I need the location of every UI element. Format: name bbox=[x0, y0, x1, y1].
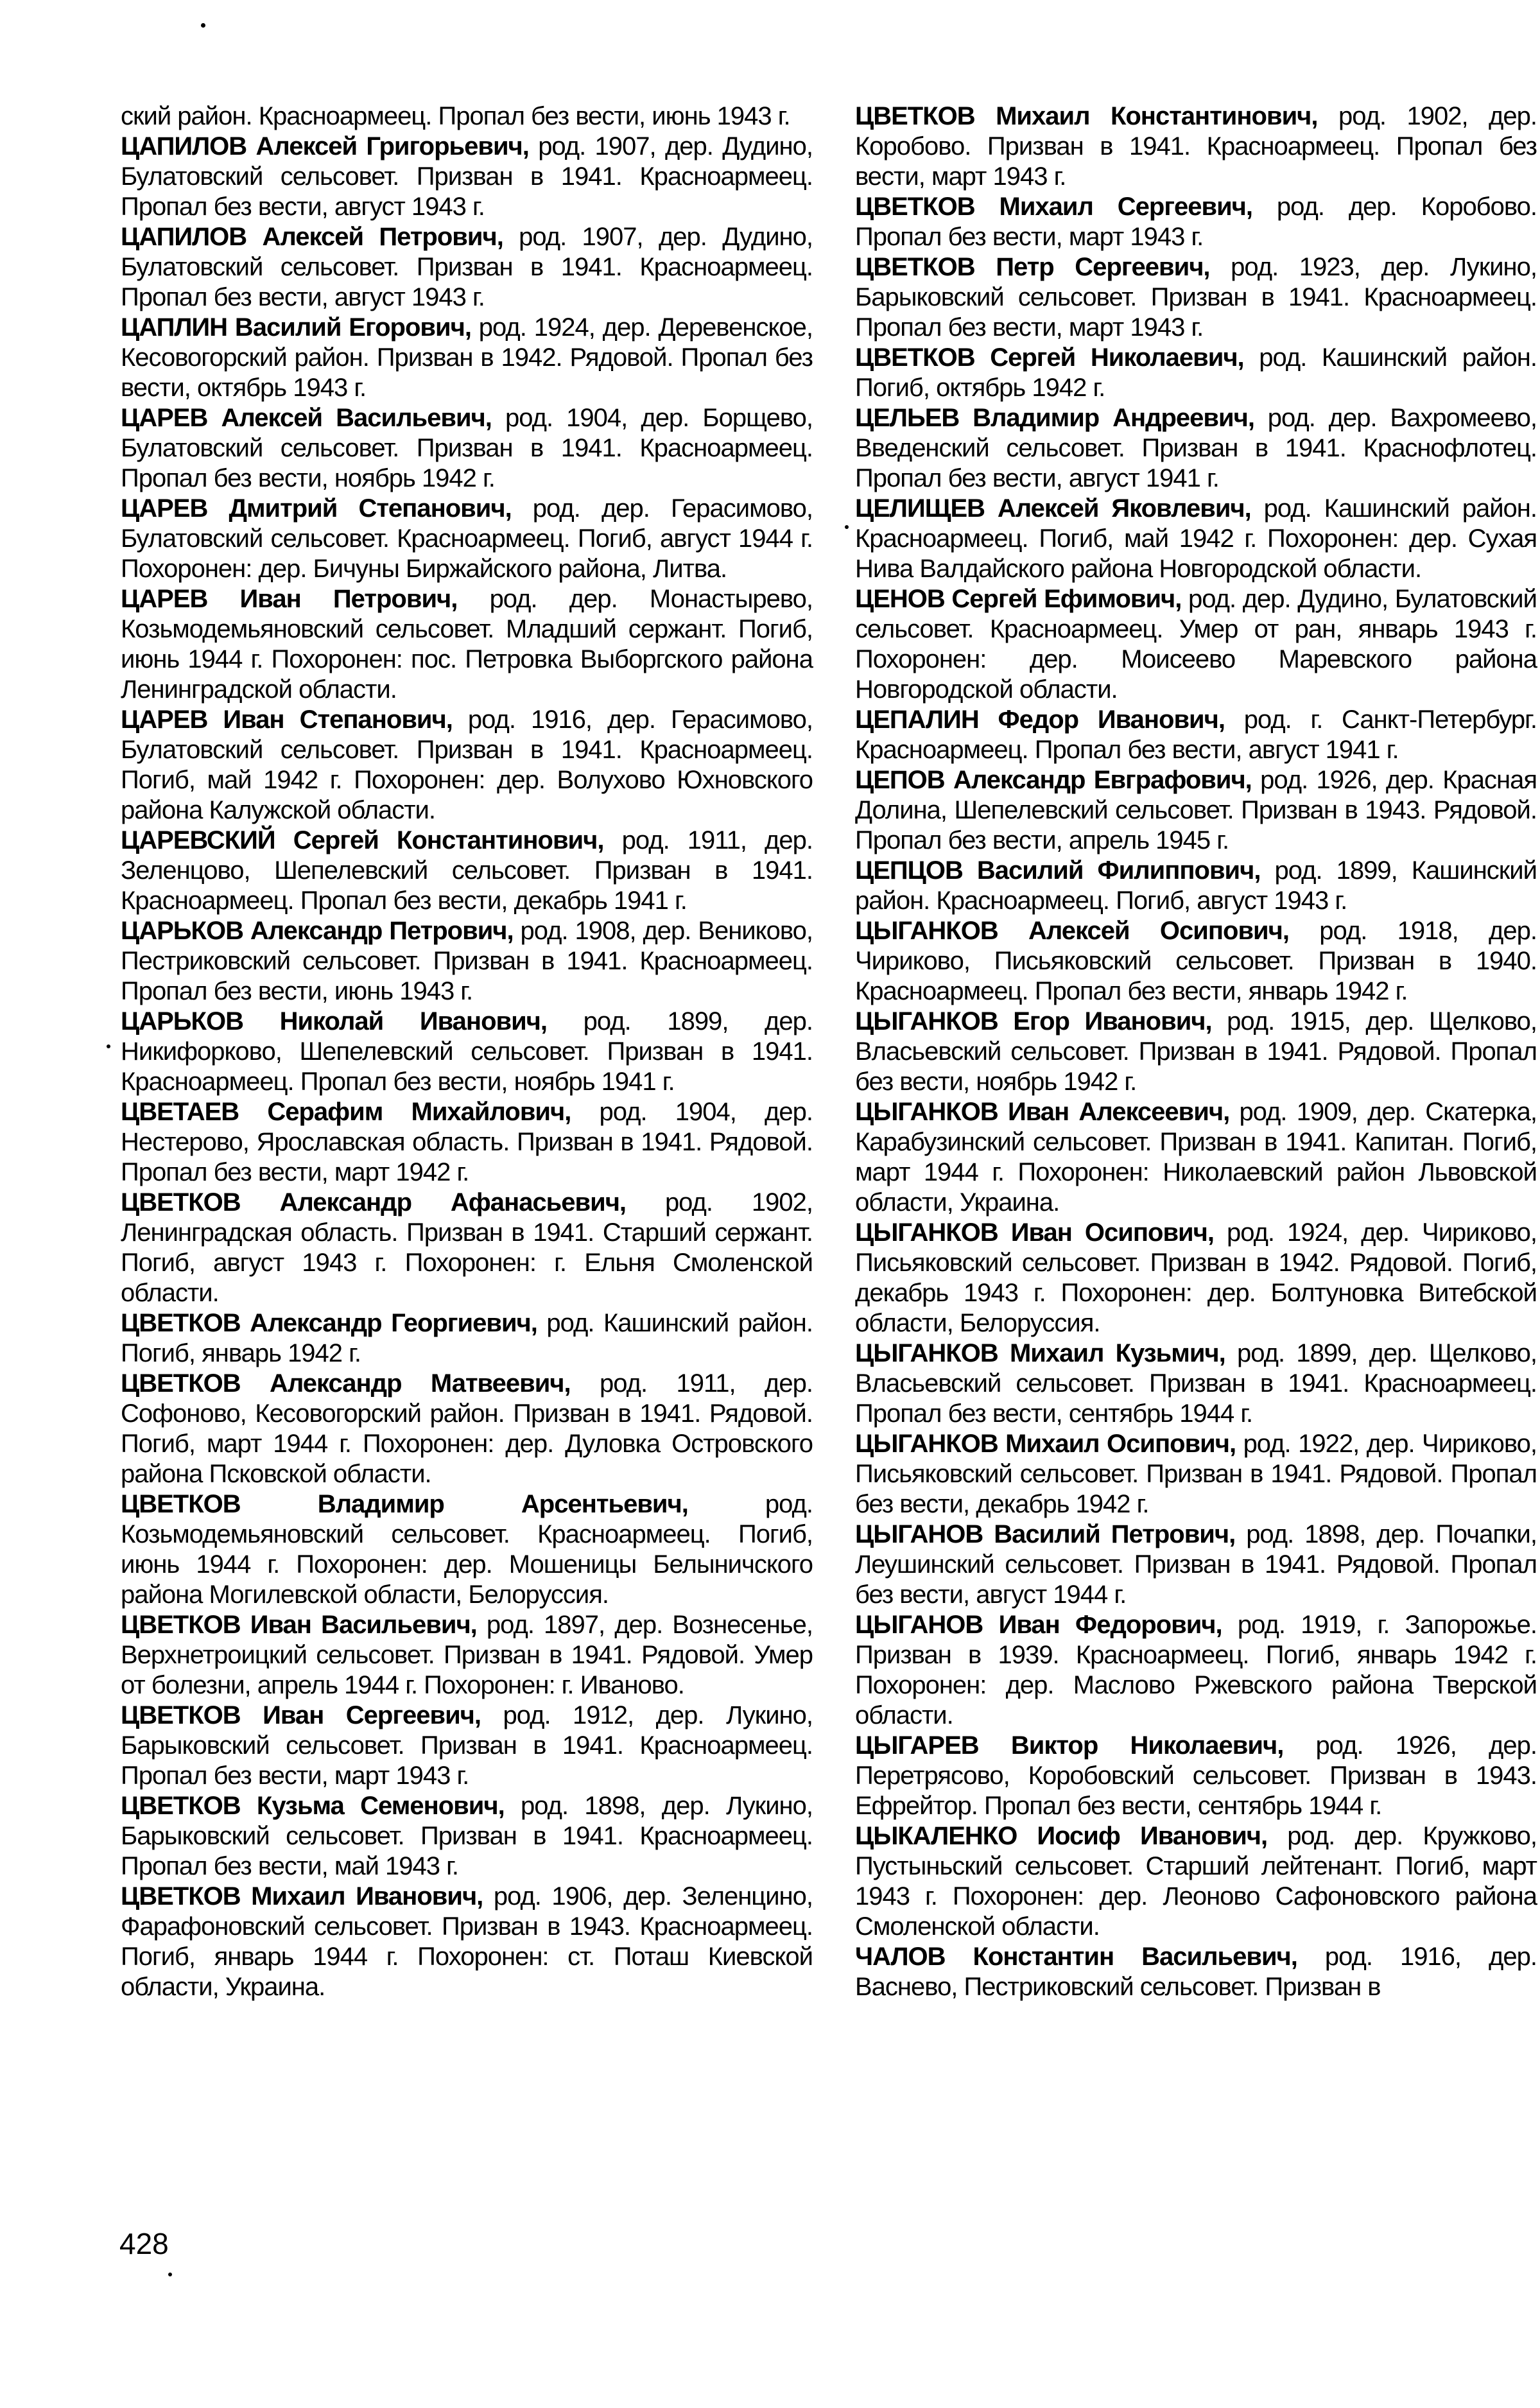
memorial-entry bbox=[855, 856, 1537, 916]
scan-artifact-dot bbox=[107, 1044, 110, 1048]
entry-details: род. 1902, Ленинградская область. Призван в 1941. Старший сержант. Погиб, август 1943 г. Похоронен: г. Ельня Смоленской области. bbox=[121, 1188, 813, 1307]
entry-details: род. 1907, дер. Дудино, Булатовский сельсовет. Призван в 1941. Красноармеец. Пропал без вести, август 1943 г. bbox=[121, 223, 813, 311]
entry-person-name: ЦВЕТКОВ Михаил Иванович, bbox=[121, 1882, 494, 1910]
memorial-entry bbox=[121, 494, 813, 584]
memorial-entry bbox=[855, 403, 1537, 494]
entry-details: род. Кашинский район. Погиб, январь 1942 г. bbox=[121, 1309, 813, 1367]
entry-person-name: ЦАРЕВ Алексей Васильевич, bbox=[121, 404, 505, 432]
entry-details: род. 1898, дер. Лукино, Барыковский сельсовет. Призван в 1941. Красноармеец. Пропал без вести, май 1943 г. bbox=[121, 1792, 813, 1880]
entry-details: род. 1924, дер. Деревенское, Кесовогорский район. Призван в 1942. Рядовой. Пропал без вести, октябрь 1943 г. bbox=[121, 313, 813, 402]
entry-person-name: ЦЫГАНОВ Василий Петрович, bbox=[855, 1520, 1247, 1548]
entry-person-name: ЦВЕТКОВ Иван Васильевич, bbox=[121, 1611, 487, 1639]
memorial-entry bbox=[121, 1882, 813, 2002]
entry-details: род. Козьмодемьяновский сельсовет. Красноармеец. Погиб, июнь 1944 г. Похоронен: дер. Мошеницы Белыничского района Могилевской области, Белоруссия. bbox=[121, 1490, 813, 1609]
memorial-entry bbox=[121, 1701, 813, 1791]
memorial-entry bbox=[121, 584, 813, 705]
entry-details: род. 1923, дер. Лукино, Барыковский сельсовет. Призван в 1941. Красноармеец. Пропал без вести, март 1943 г. bbox=[855, 253, 1537, 342]
memorial-entry bbox=[121, 1369, 813, 1489]
entry-person-name: ЦЕЛЬЕВ Владимир Андреевич, bbox=[855, 404, 1268, 432]
memorial-entry bbox=[855, 1942, 1537, 2002]
entry-details: род. 1907, дер. Дудино, Булатовский сельсовет. Призван в 1941. Красноармеец. Пропал без вести, август 1943 г. bbox=[121, 132, 813, 221]
entry-person-name: ЦЕПАЛИН Федор Иванович, bbox=[855, 706, 1244, 734]
memorial-entry bbox=[855, 705, 1537, 765]
memorial-entry bbox=[855, 252, 1537, 343]
memorial-entry bbox=[855, 1821, 1537, 1942]
memorial-entry bbox=[855, 1610, 1537, 1731]
entry-details: род. 1919, г. Запорожье. Призван в 1939. Красноармеец. Погиб, январь 1942 г. Похоронен: дер. Маслово Ржевского района Тверской области. bbox=[855, 1611, 1537, 1729]
left-column bbox=[121, 101, 813, 2002]
entry-details: род. 1926, дер. Перетрясово, Коробовский сельсовет. Призван в 1943. Ефрейтор. Пропал без вести, сентябрь 1944 г. bbox=[855, 1731, 1537, 1820]
memorial-entry bbox=[855, 1218, 1537, 1338]
memorial-entry bbox=[121, 313, 813, 403]
memorial-entry bbox=[855, 1731, 1537, 1821]
entry-person-name: ЦАРЕВ Иван Степанович, bbox=[121, 706, 468, 734]
memorial-entry bbox=[855, 343, 1537, 403]
scan-artifact-dot bbox=[845, 525, 849, 529]
entry-details: род. 1899, Кашинский район. Красноармеец. Погиб, август 1943 г. bbox=[855, 856, 1537, 915]
entry-person-name: ЦВЕТАЕВ Серафим Михайлович, bbox=[121, 1098, 600, 1126]
entry-person-name: ЦЕПЦОВ Василий Филиппович, bbox=[855, 856, 1275, 885]
memorial-entry bbox=[121, 1610, 813, 1701]
entry-details: род. 1911, дер. Софоново, Кесовогорский район. Призван в 1941. Рядовой. Погиб, март 1944 г. Похоронен: дер. Дуловка Островского района Псковской области. bbox=[121, 1369, 813, 1488]
memorial-entry bbox=[121, 1188, 813, 1308]
memorial-entry bbox=[121, 1489, 813, 1610]
entry-details: род. 1898, дер. Почапки, Леушинский сельсовет. Призван в 1941. Рядовой. Пропал без вести, август 1944 г. bbox=[855, 1520, 1537, 1609]
entry-person-name: ЦВЕТКОВ Владимир Арсентьевич, bbox=[121, 1490, 765, 1518]
entry-details: род. г. Санкт-Петербург. Красноармеец. Пропал без вести, август 1941 г. bbox=[855, 706, 1537, 764]
memorial-entry bbox=[855, 494, 1537, 584]
entry-person-name: ЦЫГАНКОВ Егор Иванович, bbox=[855, 1007, 1227, 1035]
entry-details: род. 1904, дер. Нестерово, Ярославская область. Призван в 1941. Рядовой. Пропал без вести, март 1942 г. bbox=[121, 1098, 813, 1186]
memorial-entry bbox=[855, 1429, 1537, 1520]
entry-person-name: ЦЫГАНКОВ Иван Осипович, bbox=[855, 1218, 1227, 1247]
memorial-entry bbox=[855, 584, 1537, 705]
entry-details: род. 1922, дер. Чириково, Письяковский сельсовет. Призван в 1941. Рядовой. Пропал без вести, декабрь 1942 г. bbox=[855, 1430, 1537, 1518]
entry-person-name: ЦЫГАНОВ Иван Федорович, bbox=[855, 1611, 1238, 1639]
memorial-entry bbox=[855, 1338, 1537, 1429]
entry-person-name: ЦВЕТКОВ Александр Георгиевич, bbox=[121, 1309, 547, 1337]
memorial-entry bbox=[855, 192, 1537, 252]
entry-details: род. 1912, дер. Лукино, Барыковский сельсовет. Призван в 1941. Красноармеец. Пропал без вести, март 1943 г. bbox=[121, 1701, 813, 1790]
right-column bbox=[855, 101, 1537, 2002]
entry-person-name: ЦЕЛИЩЕВ Алексей Яковлевич, bbox=[855, 494, 1264, 523]
entry-person-name: ЦЫГАРЕВ Виктор Николаевич, bbox=[855, 1731, 1316, 1760]
memorial-entry bbox=[121, 403, 813, 494]
entry-person-name: ЦВЕТКОВ Петр Сергеевич, bbox=[855, 253, 1231, 281]
memorial-entry bbox=[121, 705, 813, 826]
entry-details: род. 1924, дер. Чириково, Письяковский сельсовет. Призван в 1942. Рядовой. Погиб, декабрь 1943 г. Похоронен: дер. Болтуновка Витебской области, Белоруссия. bbox=[855, 1218, 1537, 1337]
entry-details: род. 1902, дер. Коробово. Призван в 1941. Красноармеец. Пропал без вести, март 1943 г. bbox=[855, 102, 1537, 191]
memorial-entry bbox=[855, 101, 1537, 192]
entry-details: род. 1897, дер. Вознесенье, Верхнетроицкий сельсовет. Призван в 1941. Рядовой. Умер от болезни, апрель 1944 г. Похоронен: г. Иваново. bbox=[121, 1611, 813, 1699]
entry-details: род. 1906, дер. Зеленцино, Фарафоновский сельсовет. Призван в 1943. Красноармеец. Погиб, январь 1944 г. Похоронен: ст. Поташ Киевской области, Украина. bbox=[121, 1882, 813, 2001]
entry-person-name: ЦАПИЛОВ Алексей Григорьевич, bbox=[121, 132, 539, 160]
entry-person-name: ЦАРЕВ Иван Петрович, bbox=[121, 585, 490, 613]
entry-person-name: ЦЕПОВ Александр Евграфович, bbox=[855, 766, 1261, 794]
memorial-entry bbox=[855, 1097, 1537, 1218]
entry-person-name: ЦАРЬКОВ Александр Петрович, bbox=[121, 917, 521, 945]
entry-person-name: ЧАЛОВ Константин Васильевич, bbox=[855, 1943, 1325, 1971]
memorial-entry bbox=[855, 916, 1537, 1007]
memorial-entry bbox=[121, 222, 813, 313]
entry-person-name: ЦЫГАНКОВ Иван Алексеевич, bbox=[855, 1098, 1240, 1126]
entry-details: род. 1899, дер. Никифорково, Шепелевский сельсовет. Призван в 1941. Красноармеец. Пропал без вести, ноябрь 1941 г. bbox=[121, 1007, 813, 1096]
entry-details: род. дер. Дудино, Булатовский сельсовет. Красноармеец. Умер от ран, январь 1943 г. Похоронен: дер. Моисеево Маревского района Новгородской области. bbox=[855, 585, 1537, 704]
entry-person-name: ЦВЕТКОВ Александр Афанасьевич, bbox=[121, 1188, 665, 1217]
entry-person-name: ЦВЕТКОВ Михаил Константинович, bbox=[855, 102, 1338, 130]
entry-person-name: ЦАРЬКОВ Николай Иванович, bbox=[121, 1007, 584, 1035]
entry-details: род. 1916, дер. Герасимово, Булатовский сельсовет. Призван в 1941. Красноармеец. Погиб, май 1942 г. Похоронен: дер. Волухово Юхновского района Калужской области. bbox=[121, 706, 813, 824]
entry-details: род. дер. Герасимово, Булатовский сельсовет. Красноармеец. Погиб, август 1944 г. Похоронен: дер. Бичуны Биржайского района, Литва. bbox=[121, 494, 813, 583]
memorial-entry bbox=[121, 101, 813, 132]
entry-details: род. Кашинский район. Красноармеец. Погиб, май 1942 г. Похоронен: дер. Сухая Нива Валдайского района Новгородской области. bbox=[855, 494, 1537, 583]
scan-artifact-dot bbox=[168, 2273, 172, 2276]
memorial-entry bbox=[121, 132, 813, 222]
entry-person-name: ЦВЕТКОВ Иван Сергеевич, bbox=[121, 1701, 503, 1729]
entry-details: род. 1904, дер. Борщево, Булатовский сельсовет. Призван в 1941. Красноармеец. Пропал без вести, ноябрь 1942 г. bbox=[121, 404, 813, 492]
entry-details: род. 1909, дер. Скатерка, Карабузинский сельсовет. Призван в 1941. Капитан. Погиб, март 1944 г. Похоронен: Николаевский район Львовской области, Украина. bbox=[855, 1098, 1537, 1217]
entry-person-name: ЦЕНОВ Сергей Ефимович, bbox=[855, 585, 1189, 613]
page-number: 428 bbox=[119, 2227, 169, 2260]
scan-artifact-dot bbox=[201, 23, 205, 28]
entry-person-name: ЦЫКАЛЕНКО Иосиф Иванович, bbox=[855, 1822, 1288, 1850]
entry-details: род. 1926, дер. Красная Долина, Шепелевский сельсовет. Призван в 1943. Рядовой. Пропал без вести, апрель 1945 г. bbox=[855, 766, 1537, 854]
entry-details: род. 1916, дер. Васнево, Пестриковский сельсовет. Призван в bbox=[855, 1943, 1537, 2001]
memorial-entry bbox=[121, 1097, 813, 1188]
entry-person-name: ЦАПИЛОВ Алексей Петрович, bbox=[121, 223, 519, 251]
entry-details: ский район. Красноармеец. Пропал без вести, июнь 1943 г. bbox=[121, 102, 790, 130]
entry-person-name: ЦАРЕВСКИЙ Сергей Константинович, bbox=[121, 826, 622, 854]
entry-details: род. Кашинский район. Погиб, октябрь 1942 г. bbox=[855, 343, 1537, 402]
memorial-entry bbox=[121, 1791, 813, 1882]
entry-person-name: ЦВЕТКОВ Александр Матвеевич, bbox=[121, 1369, 600, 1398]
entry-person-name: ЦВЕТКОВ Сергей Николаевич, bbox=[855, 343, 1259, 372]
entry-details: род. дер. Монастырево, Козьмодемьяновский сельсовет. Младший сержант. Погиб, июнь 1944 г. Похоронен: пос. Петровка Выборгского района Ленинградской области. bbox=[121, 585, 813, 704]
entry-details: род. 1899, дер. Щелково, Власьевский сельсовет. Призван в 1941. Красноармеец. Пропал без вести, сентябрь 1944 г. bbox=[855, 1339, 1537, 1428]
memorial-entry bbox=[855, 1007, 1537, 1097]
entry-details: род. 1908, дер. Вениково, Пестриковский сельсовет. Призван в 1941. Красноармеец. Пропал без вести, июнь 1943 г. bbox=[121, 917, 813, 1005]
entry-person-name: ЦВЕТКОВ Кузьма Семенович, bbox=[121, 1792, 521, 1820]
entry-person-name: ЦАПЛИН Василий Егорович, bbox=[121, 313, 479, 342]
entry-person-name: ЦЫГАНКОВ Алексей Осипович, bbox=[855, 917, 1320, 945]
entry-details: род. дер. Вахромеево, Введенский сельсовет. Призван в 1941. Краснофлотец. Пропал без вести, август 1941 г. bbox=[855, 404, 1537, 492]
entry-details: род. дер. Кружково, Пустыньский сельсовет. Старший лейтенант. Погиб, март 1943 г. Похоронен: дер. Леоново Сафоновского района Смоленской области. bbox=[855, 1822, 1537, 1941]
memorial-entry bbox=[121, 916, 813, 1007]
entry-person-name: ЦЫГАНКОВ Михаил Кузьмич, bbox=[855, 1339, 1238, 1367]
memorial-entry bbox=[121, 1308, 813, 1369]
entry-person-name: ЦАРЕВ Дмитрий Степанович, bbox=[121, 494, 533, 523]
memorial-entry bbox=[121, 1007, 813, 1097]
entry-details: род. дер. Коробово. Пропал без вести, март 1943 г. bbox=[855, 193, 1537, 251]
entry-details: род. 1918, дер. Чириково, Письяковский сельсовет. Призван в 1940. Красноармеец. Пропал без вести, январь 1942 г. bbox=[855, 917, 1537, 1005]
memorial-entry bbox=[121, 826, 813, 916]
memorial-entry bbox=[855, 1520, 1537, 1610]
entry-person-name: ЦВЕТКОВ Михаил Сергеевич, bbox=[855, 193, 1277, 221]
entry-details: род. 1915, дер. Щелково, Власьевский сельсовет. Призван в 1941. Рядовой. Пропал без вести, ноябрь 1942 г. bbox=[855, 1007, 1537, 1096]
entry-person-name: ЦЫГАНКОВ Михаил Осипович, bbox=[855, 1430, 1243, 1458]
memorial-entry bbox=[855, 765, 1537, 856]
entry-details: род. 1911, дер. Зеленцово, Шепелевский сельсовет. Призван в 1941. Красноармеец. Пропал без вести, декабрь 1941 г. bbox=[121, 826, 813, 915]
